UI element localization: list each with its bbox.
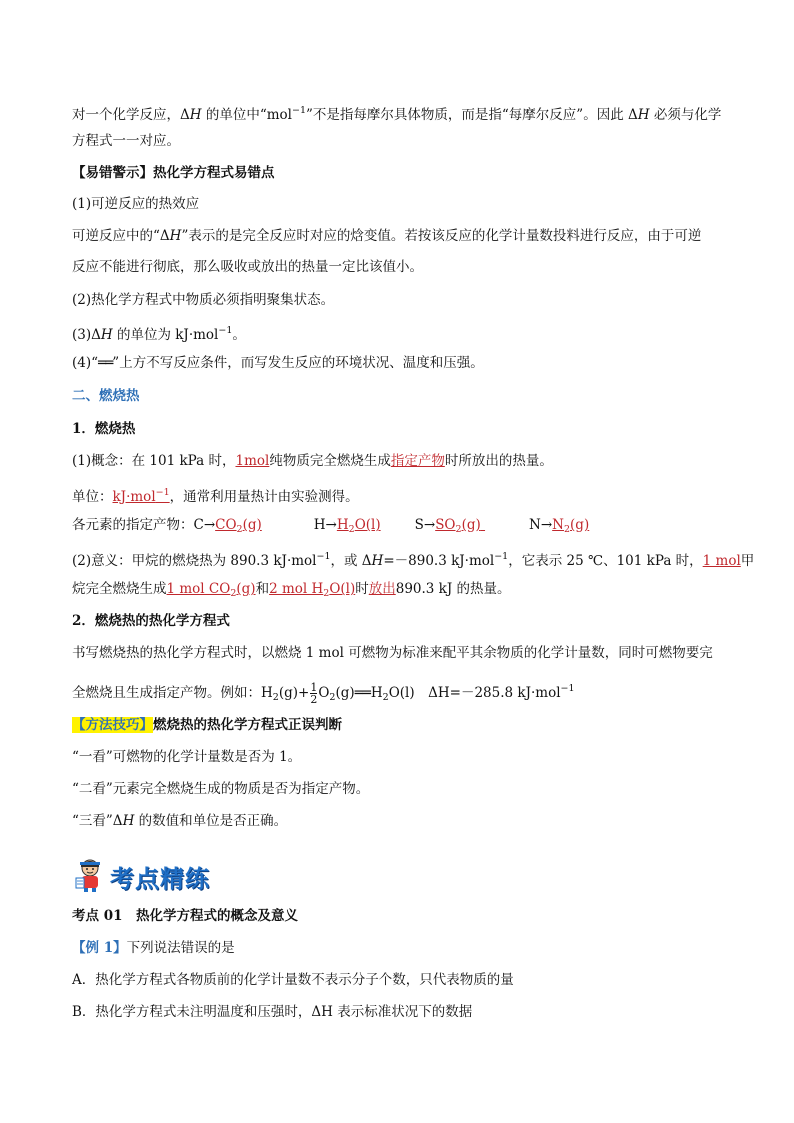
warning-item-1-text-cont: 反应不能进行彻底，那么吸收或放出的热量一定比该值小。 <box>72 259 423 275</box>
banner-title: 考点精练 <box>110 865 210 893</box>
equation-example-line: 全燃烧且生成指定产物。例如：$H_2(g)+$ $\frac{1}{2}$ $O_2(g)══H_2O(l)$ ΔH=－285.8 kJ·mol$^{-1}$ <box>72 681 575 706</box>
meaning-line: (2)意义：甲烷的燃烧热为 890.3 kJ·mol$^{-1}$，或 ΔH=－890.3 kJ·mol$^{-1}$，它表示 25 ℃、101 kPa 时，1 mol甲 <box>72 551 755 569</box>
tip-item-1: “一看”可燃物的化学计量数是否为 1。 <box>72 749 302 765</box>
warning-item-4: (4)“══”上方不写反应条件，而写发生反应的环境状况、温度和压强。 <box>72 355 484 371</box>
warning-item-2: (2)热化学方程式中物质必须指明聚集状态。 <box>72 292 335 308</box>
option-b: B．热化学方程式未注明温度和压强时，ΔH 表示标准状况下的数据 <box>72 1004 473 1020</box>
practice-banner <box>72 857 232 893</box>
paragraph-delta-h-unit: 对一个化学反应，ΔH 的单位中“mol$^{-1}$”不是指每摩尔具体物质，而是指“每摩尔反应”。因此 ΔH 必须与化学 <box>72 105 722 123</box>
topic-heading: 考点 01 热化学方程式的概念及意义 <box>72 908 298 924</box>
fraction-one-half: $\frac{1}{2}$ <box>310 681 318 706</box>
equation-rule-line: 书写燃烧热的热化学方程式时，以燃烧 1 mol 可燃物为标准来配平其余物质的化学计量数，同时可燃物要完 <box>72 645 713 661</box>
student-mascot-icon <box>72 857 108 893</box>
concept-line: (1)概念：在 101 kPa 时，1mol纯物质完全燃烧生成指定产物时所放出的热量。 <box>72 453 553 469</box>
tip-item-3: “三看”ΔH 的数值和单位是否正确。 <box>72 813 288 829</box>
warning-item-1: (1)可逆反应的热效应 <box>72 196 200 212</box>
section-heading-combustion-heat: 二、燃烧热 <box>72 388 140 404</box>
example-question: 【例 1】下列说法错误的是 <box>72 940 235 956</box>
warning-item-3: (3)ΔH 的单位为 kJ·mol$^{-1}$。 <box>72 325 246 343</box>
tip-item-2: “二看”元素完全燃烧生成的物质是否为指定产物。 <box>72 781 370 797</box>
paragraph-continuation: 方程式一一对应。 <box>72 133 180 149</box>
meaning-line-cont: 烷完全燃烧生成1 mol $CO_2(g)$和2 mol $H_2O(l)$时放出890.3 kJ 的热量。 <box>72 581 511 599</box>
unit-line: 单位：kJ·mol$^{-1}$，通常利用量热计由实验测得。 <box>72 487 359 505</box>
products-line: 各元素的指定产物：$C\to CO_2(g)$ $H\to H_2O(l)$ $S\to SO_2(g)$ $N\to N_2(g)$ <box>72 517 590 535</box>
method-tip-heading: 【方法技巧】燃烧热的热化学方程式正误判断 <box>72 717 342 733</box>
warning-item-1-text: 可逆反应中的“ΔH”表示的是完全反应时对应的焓变值。若按该反应的化学计量数投料进行反应，由于可逆 <box>72 228 702 244</box>
warning-heading: 【易错警示】热化学方程式易错点 <box>72 165 275 181</box>
subsection-heading-1: 1．燃烧热 <box>72 421 136 437</box>
option-a: A．热化学方程式各物质前的化学计量数不表示分子个数，只代表物质的量 <box>72 972 514 988</box>
subsection-heading-2: 2．燃烧热的热化学方程式 <box>72 613 230 629</box>
